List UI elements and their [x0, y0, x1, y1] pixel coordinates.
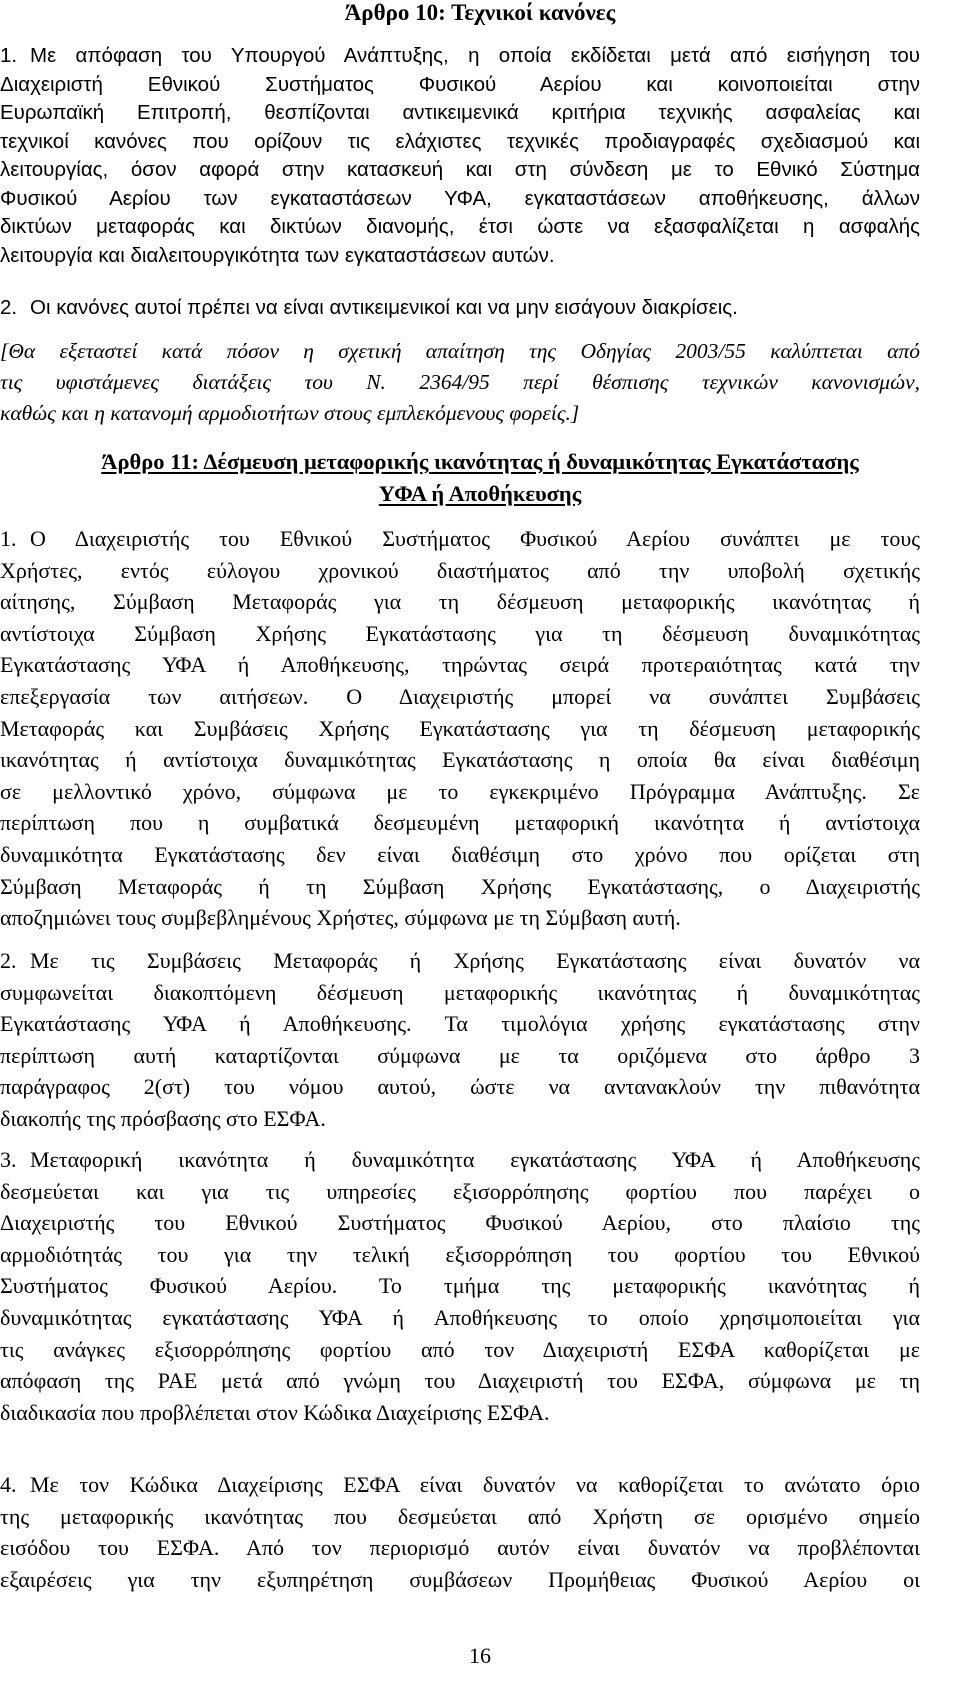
line: Εγκατάστασης ΥΦΑ ή Αποθήκευσης, τηρώντας σειρά προτεραιότητας κατά την: [0, 652, 920, 678]
note-line: καθώς και η κατανομή αρμοδιοτήτων στους εμπλεκόμενους φορείς.]: [0, 401, 580, 425]
line: δεσμεύεται και για τις υπηρεσίες εξισορρόπησης φορτίου που παρέχει ο: [0, 1178, 920, 1204]
line: αποζημιώνει τους συμβεβλημένους Χρήστες, σύμφωνα με τη Σύμβαση αυτή.: [0, 905, 681, 931]
line: Μεταφορική ικανότητα ή δυναμικότητα εγκατάστασης ΥΦΑ ή Αποθήκευσης: [30, 1147, 920, 1172]
line: δυναμικότητα Εγκατάστασης δεν είναι διαθέσιμη στο χρόνο που ορίζεται στη: [0, 841, 920, 867]
line: Διαχειριστής του Εθνικού Συστήματος Φυσικού Αερίου, στο πλαίσιο της: [0, 1210, 920, 1236]
line: σε μελλοντικό χρόνο, σύμφωνα με το εγκεκριμένο Πρόγραμμα Ανάπτυξης. Σε: [0, 778, 920, 804]
line: διακοπής της πρόσβασης στο ΕΣΦΑ.: [0, 1105, 326, 1131]
paragraph-number: 2.: [0, 948, 17, 973]
article-10-title: Άρθρο 10: Τεχνικοί κανόνες: [344, 0, 616, 25]
paragraph-number: 4.: [0, 1472, 17, 1497]
article-11-paragraph-1: [0, 523, 920, 934]
line: επεξεργασία των αιτήσεων. Ο Διαχειριστής μπορεί να συνάπτει Συμβάσεις: [0, 683, 920, 709]
line: ικανότητας ή αντίστοιχα δυναμικότητας Εγκατάστασης η οποία θα είναι διαθέσιμη: [0, 747, 920, 773]
line: παράγραφος 2(στ) του νόμου αυτού, ώστε να αντανακλούν την πιθανότητα: [0, 1074, 920, 1100]
line: δικτύων μεταφοράς και δικτύων διανομής, έτσι ώστε να εξασφαλίζεται η ασφαλής: [0, 215, 920, 238]
line: δυναμικότητας εγκατάστασης ΥΦΑ ή Αποθήκευσης το οποίο χρησιμοποιείται για: [0, 1304, 920, 1330]
article-11-paragraph-2: [0, 945, 920, 1135]
line: συμφωνείται διακοπτόμενη δέσμευση μεταφορικής ικανότητας ή δυναμικότητας: [0, 979, 920, 1005]
line: Συστήματος Φυσικού Αερίου. Το τμήμα της μεταφορικής ικανότητας ή: [0, 1273, 920, 1299]
line: της μεταφορικής ικανότητας που δεσμεύεται από Χρήστη σε ορισμένο σημείο: [0, 1503, 920, 1529]
line: Ευρωπαϊκή Επιτροπή, θεσπίζονται αντικειμενικά κριτήρια τεχνικής ασφαλείας και: [0, 101, 920, 124]
line: Σύμβαση Μεταφοράς ή τη Σύμβαση Χρήσης Εγκατάστασης, ο Διαχειριστής: [0, 873, 920, 899]
line: Με τις Συμβάσεις Μεταφοράς ή Χρήσης Εγκατάστασης είναι δυνατόν να: [30, 948, 920, 973]
line: απόφαση της ΡΑΕ μετά από γνώμη του Διαχειριστή του ΕΣΦΑ, σύμφωνα με τη: [0, 1368, 920, 1394]
line: περίπτωση αυτή καταρτίζονται σύμφωνα με τα οριζόμενα στο άρθρο 3: [0, 1042, 920, 1068]
line: Ο Διαχειριστής του Εθνικού Συστήματος Φυσικού Αερίου συνάπτει με τους: [30, 526, 920, 551]
article-11-title-line-2: ΥΦΑ ή Αποθήκευσης: [378, 481, 582, 506]
line: Μεταφοράς και Συμβάσεις Χρήσης Εγκατάστασης για τη δέσμευση μεταφορικής: [0, 715, 920, 741]
line: διαδικασία που προβλέπεται στον Κώδικα Διαχείρισης ΕΣΦΑ.: [0, 1399, 550, 1425]
line: Φυσικού Αερίου των εγκαταστάσεων ΥΦΑ, εγκαταστάσεων αποθήκευσης, άλλων: [0, 186, 920, 210]
line: αντίστοιχα Σύμβαση Χρήσης Εγκατάστασης για τη δέσμευση δυναμικότητας: [0, 620, 920, 646]
line: Με τον Κώδικα Διαχείρισης ΕΣΦΑ είναι δυνατόν να καθορίζεται το ανώτατο όριο: [30, 1472, 920, 1497]
line: αρμοδιότητάς του για την τελική εξισορρόπηση του φορτίου του Εθνικού: [0, 1241, 920, 1267]
line: Χρήστες, εντός εύλογου χρονικού διαστήματος από την υποβολή σχετικής: [0, 557, 920, 583]
line: λειτουργίας, όσον αφορά στην κατασκευή και στη σύνδεση με το Εθνικό Σύστημα: [0, 158, 920, 181]
paragraph-number: 1.: [0, 44, 18, 67]
line: λειτουργία και διαλειτουργικότητα των εγκαταστάσεων αυτών.: [0, 243, 555, 267]
article-11-paragraph-3: [0, 1144, 920, 1428]
paragraph-text: Οι κανόνες αυτοί πρέπει να είναι αντικειμενικοί και να μην εισάγουν διακρίσεις.: [30, 296, 738, 319]
line: αίτησης, Σύμβαση Μεταφοράς για τη δέσμευση μεταφορικής ικανότητας ή: [0, 589, 920, 615]
line: Διαχειριστή Εθνικού Συστήματος Φυσικού Αερίου και κοινοποιείται στην: [0, 72, 920, 96]
editorial-note: [0, 336, 920, 429]
note-line: [Θα εξεταστεί κατά πόσον η σχετική απαίτηση της Οδηγίας 2003/55 καλύπτεται από: [0, 339, 920, 363]
paragraph-number: 3.: [0, 1147, 17, 1172]
line: εισόδου του ΕΣΦΑ. Από τον περιορισμό αυτόν είναι δυνατόν να προβλέπονται: [0, 1535, 920, 1561]
line: περίπτωση που η συμβατικά δεσμευμένη μεταφορική ικανότητα ή αντίστοιχα: [0, 810, 920, 836]
paragraph-number: 2.: [0, 296, 18, 319]
line: τις ανάγκες εξισορρόπησης φορτίου από τον Διαχειριστή ΕΣΦΑ καθορίζεται με: [0, 1336, 920, 1362]
line: Με απόφαση του Υπουργού Ανάπτυξης, η οποία εκδίδεται μετά από εισήγηση του: [30, 44, 920, 67]
article-10-paragraph-1: [0, 42, 920, 270]
page-number: 16: [469, 1643, 491, 1668]
article-10-paragraph-2: [0, 294, 920, 322]
line: τεχνικοί κανόνες που ορίζουν τις ελάχιστες τεχνικές προδιαγραφές σχεδιασμού και: [0, 129, 920, 153]
note-line: τις υφιστάμενες διατάξεις του Ν. 2364/95 περί θέσπισης τεχνικών κανονισμών,: [0, 370, 920, 394]
line: εξαιρέσεις για την εξυπηρέτηση συμβάσεων Προμήθειας Φυσικού Αερίου οι: [0, 1566, 920, 1592]
line: Εγκατάστασης ΥΦΑ ή Αποθήκευσης. Τα τιμολόγια χρήσης εγκατάστασης στην: [0, 1011, 920, 1037]
paragraph-number: 1.: [0, 526, 17, 551]
article-11-title-line-1: Άρθρο 11: Δέσμευση μεταφορικής ικανότητας ή δυναμικότητας Εγκατάστασης: [101, 449, 859, 474]
article-11-paragraph-4: [0, 1469, 920, 1595]
